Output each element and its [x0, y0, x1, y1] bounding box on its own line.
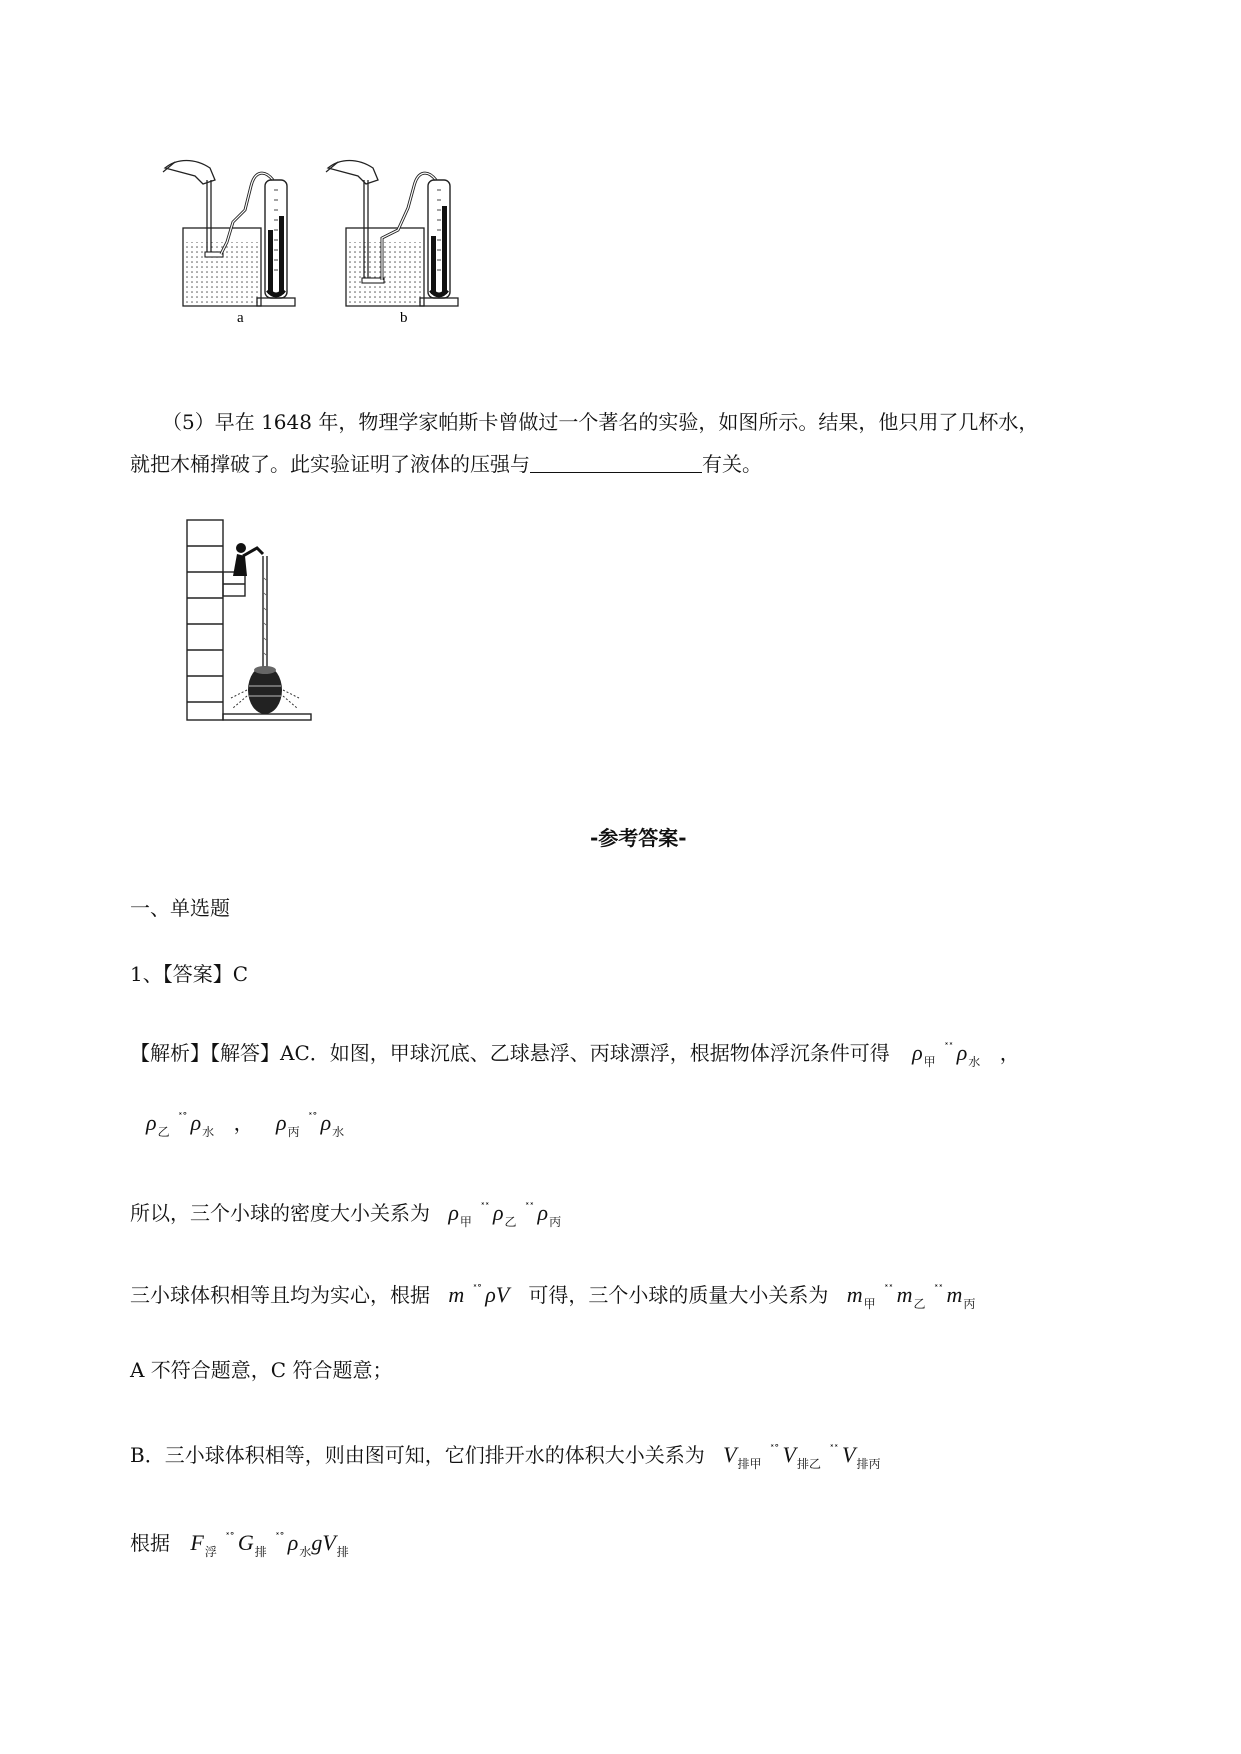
formula-m-eq-rho-v: m ˟˚ ρV [448, 1282, 509, 1307]
figure-b [326, 161, 458, 327]
comma: ， [999, 1041, 1020, 1065]
figure-a [163, 161, 295, 327]
formula-rho-yi-eq-water: $\rho_乙^{˟˚}$ $\rho_水$ [146, 1110, 215, 1139]
density-relation-text: 所以，三个小球的密度大小关系为 [130, 1201, 430, 1225]
mass-relation-text-a: 三小球体积相等且均为实心，根据 [130, 1283, 430, 1307]
mass-relation-line [130, 1276, 975, 1318]
answer-1: 1、【答案】C [130, 962, 249, 986]
formula-rho-bing-lt-water: $\rho_丙^{˟˚}$ $\rho_水$ [276, 1110, 345, 1139]
q5-line-2 [130, 450, 762, 478]
formula-buoyancy: $F_浮^{˟˚}$ $G_排^{˟˚}$ $\rho_水gV_排$ [190, 1530, 349, 1559]
q5-line-1: （5）早在 1648 年，物理学家帕斯卡曾做过一个著名的实验，如图所示。结果，他只用了几杯水， [162, 410, 1039, 434]
comma: ， [233, 1111, 254, 1135]
label-a: a [237, 310, 244, 326]
mass-relation-text-b: 可得，三个小球的质量大小关系为 [528, 1283, 829, 1307]
formula-rho-jia-gt-water: $\rho_甲^{˟˟}$ $\rho_水$ [912, 1040, 981, 1069]
buoyancy-line [130, 1524, 349, 1566]
displaced-volume-line [130, 1436, 880, 1478]
label-b: b [400, 310, 408, 326]
conclusion-ac: A 不符合题意，C 符合题意； [130, 1358, 393, 1382]
analysis-formula-line [146, 1104, 344, 1146]
buoyancy-text: 根据 [130, 1531, 170, 1555]
section-single-choice: 一、单选题 [130, 896, 230, 920]
q5-line-2-after: 有关。 [702, 452, 762, 476]
formula-mass-order: $m_甲^{˟˟}$ $m_乙^{˟˟}$ $m_丙$ [846, 1282, 976, 1311]
pressure-experiment-figure [155, 150, 475, 330]
answer-blank[interactable] [530, 452, 702, 473]
pascal-barrel-figure [185, 518, 315, 726]
analysis-intro-text: 【解析】【解答】AC．如图，甲球沉底、乙球悬浮、丙球漂浮，根据物体浮沉条件可得 [130, 1041, 890, 1065]
answers-title: -参考答案- [590, 826, 687, 850]
q5-line-2-before: 就把木桶撑破了。此实验证明了液体的压强与 [130, 452, 530, 476]
density-relation-line [130, 1194, 561, 1236]
formula-density-order: $\rho_甲^{˟˟}$ $\rho_乙^{˟˟}$ $\rho_丙$ [448, 1200, 562, 1229]
displaced-volume-text: B．三小球体积相等，则由图可知，它们排开水的体积大小关系为 [130, 1443, 705, 1467]
formula-volume-order: $V_{排甲}^{˟˚}$ $V_{排乙}^{˟˟}$ $V_{排丙}$ [723, 1442, 881, 1471]
analysis-intro [130, 1034, 1020, 1076]
